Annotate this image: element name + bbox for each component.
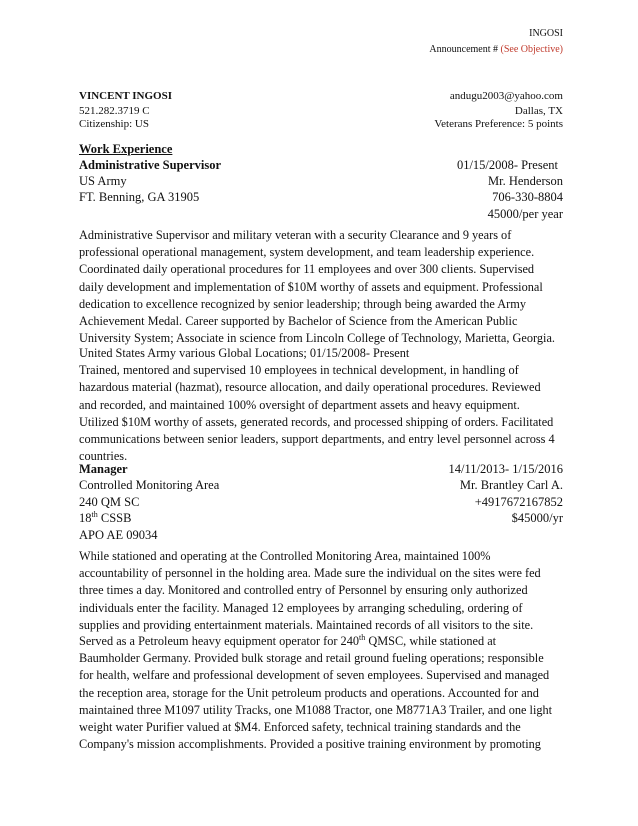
job2-dates: 14/11/2013- 1/15/2016	[448, 462, 563, 476]
paragraph-line: Achievement Medal. Career supported by Bachelor of Science from the American Public	[79, 314, 518, 329]
paragraph-line: Trained, mentored and supervised 10 employees in technical development, in handling of	[79, 363, 519, 378]
job2-address-row	[79, 494, 563, 509]
announcement-line	[429, 43, 563, 57]
job2-salary: $45000/yr	[511, 511, 563, 525]
job1-employer: US Army	[79, 174, 127, 188]
announcement-prefix: Announcement #	[429, 44, 501, 55]
header-name-tag: INGOSI	[529, 28, 563, 39]
paragraph-line: While stationed and operating at the Controlled Monitoring Area, maintained 100%	[79, 549, 491, 563]
job2-employer-row	[79, 477, 563, 492]
paragraph-line: and recorded, and maintained 100% oversight of department assets and heavy equipment.	[79, 397, 520, 412]
paragraph-line: three times a day. Monitored and controlled entry of Personnel by ensuring only authorized	[79, 583, 528, 598]
job2-detail-paragraph	[79, 633, 569, 753]
job1-summary-paragraph	[79, 227, 569, 347]
job1-supervisor: Mr. Henderson	[488, 174, 563, 188]
job2-address: 240 QM SC	[79, 495, 140, 509]
paragraph-line: supplies and providing entertainment materials. Maintained records of all visitors to the site.	[79, 617, 534, 632]
paragraph-line: dedication to excellence recognized by senior leadership; through being awarded the Army	[79, 296, 526, 311]
paragraph-line: daily development and implementation of $10M worthy of assets and equipment. Professional	[79, 279, 543, 294]
paragraph-line: Company's mission accomplishments. Provided a positive training environment by promoting	[79, 737, 541, 752]
citizenship: Citizenship: US	[79, 118, 149, 130]
job2-title-row	[79, 461, 563, 476]
job2-title: Manager	[79, 462, 128, 476]
paragraph-line: Served as a Petroleum heavy equipment operator for 240th QMSC, while stationed at	[79, 632, 497, 648]
applicant-phone: 521.282.3719 C	[79, 105, 150, 117]
contact-row-3	[79, 117, 563, 132]
job1-title-row	[79, 157, 558, 172]
job1-address: FT. Benning, GA 31905	[79, 190, 200, 204]
paragraph-line: accountability of personnel in the holding area. Made sure the individual on the sites were fed	[79, 566, 541, 581]
job2-summary-paragraph	[79, 548, 569, 634]
paragraph-line: individuals enter the facility. Managed 12 employees by arranging scheduling, ordering of	[79, 600, 523, 615]
paragraph-line: Coordinated daily operational procedures for 11 employees and over 300 clients. Supervised	[79, 262, 535, 277]
job1-dates: 01/15/2008- Present	[456, 158, 558, 172]
job1-detail-paragraph	[79, 345, 569, 465]
paragraph-line: the reception area, storage for the Unit petroleum products and operations. Accounted for and	[79, 685, 539, 700]
section-heading: Work Experience	[79, 142, 173, 156]
job1-phone: 706-330-8804	[492, 190, 563, 204]
contact-row-1	[79, 89, 563, 104]
paragraph-line: United States Army various Global Locations; 01/15/2008- Present	[79, 346, 410, 360]
job1-salary-row	[79, 206, 563, 221]
job2-apo: APO AE 09034	[79, 528, 158, 542]
see-objective-link[interactable]: (See Objective)	[500, 44, 563, 55]
applicant-email[interactable]: andugu2003@yahoo.com	[449, 90, 563, 102]
job2-apo-row	[79, 527, 563, 542]
paragraph-line: maintained three M1097 utility Tracks, one M1088 Tractor, one M8771A3 Trailer, and one light	[79, 702, 553, 717]
paragraph-line: Administrative Supervisor and military veteran with a security Clearance and 9 years of	[79, 228, 512, 242]
paragraph-line: countries.	[79, 449, 128, 464]
job1-employer-row	[79, 173, 563, 188]
job2-employer: Controlled Monitoring Area	[79, 478, 220, 492]
paragraph-line: communications between senior leaders, support departments, and entry level personnel across 4	[79, 432, 555, 447]
job1-title: Administrative Supervisor	[79, 158, 222, 172]
job2-supervisor: Mr. Brantley Carl A.	[459, 478, 563, 492]
paragraph-line: for health, welfare and professional development of seven employees. Supervised and managed	[79, 668, 550, 683]
job2-unit: 18th CSSB	[79, 509, 132, 525]
applicant-name: VINCENT INGOSI	[79, 90, 173, 102]
job1-salary: 45000/per year	[487, 207, 563, 221]
job2-phone: +4917672167852	[474, 495, 563, 509]
paragraph-line: hazardous material (hazmat), resource allocation, and daily operational procedures. Reviewed	[79, 380, 541, 395]
paragraph-line: professional operational management, system development, and team leadership experience.	[79, 245, 535, 260]
applicant-location: Dallas, TX	[514, 105, 563, 117]
paragraph-line: University System; Associate in science from Lincoln College of Technology, Marietta, Georgia.	[79, 331, 555, 346]
paragraph-line: weight water Purifier valued at $M4. Enforced safety, technical training standards and the	[79, 720, 521, 735]
work-experience-heading-row	[79, 141, 563, 156]
paragraph-line: Utilized $10M worthy of assets, generated records, and processed shipping of orders. Facilitated	[79, 414, 554, 429]
veterans-preference: Veterans Preference: 5 points	[434, 118, 563, 130]
paragraph-line: Baumholder Germany. Provided bulk storage and retail ground fueling operations; responsible	[79, 651, 544, 666]
job2-unit-row	[79, 510, 563, 525]
job1-address-row	[79, 189, 563, 204]
